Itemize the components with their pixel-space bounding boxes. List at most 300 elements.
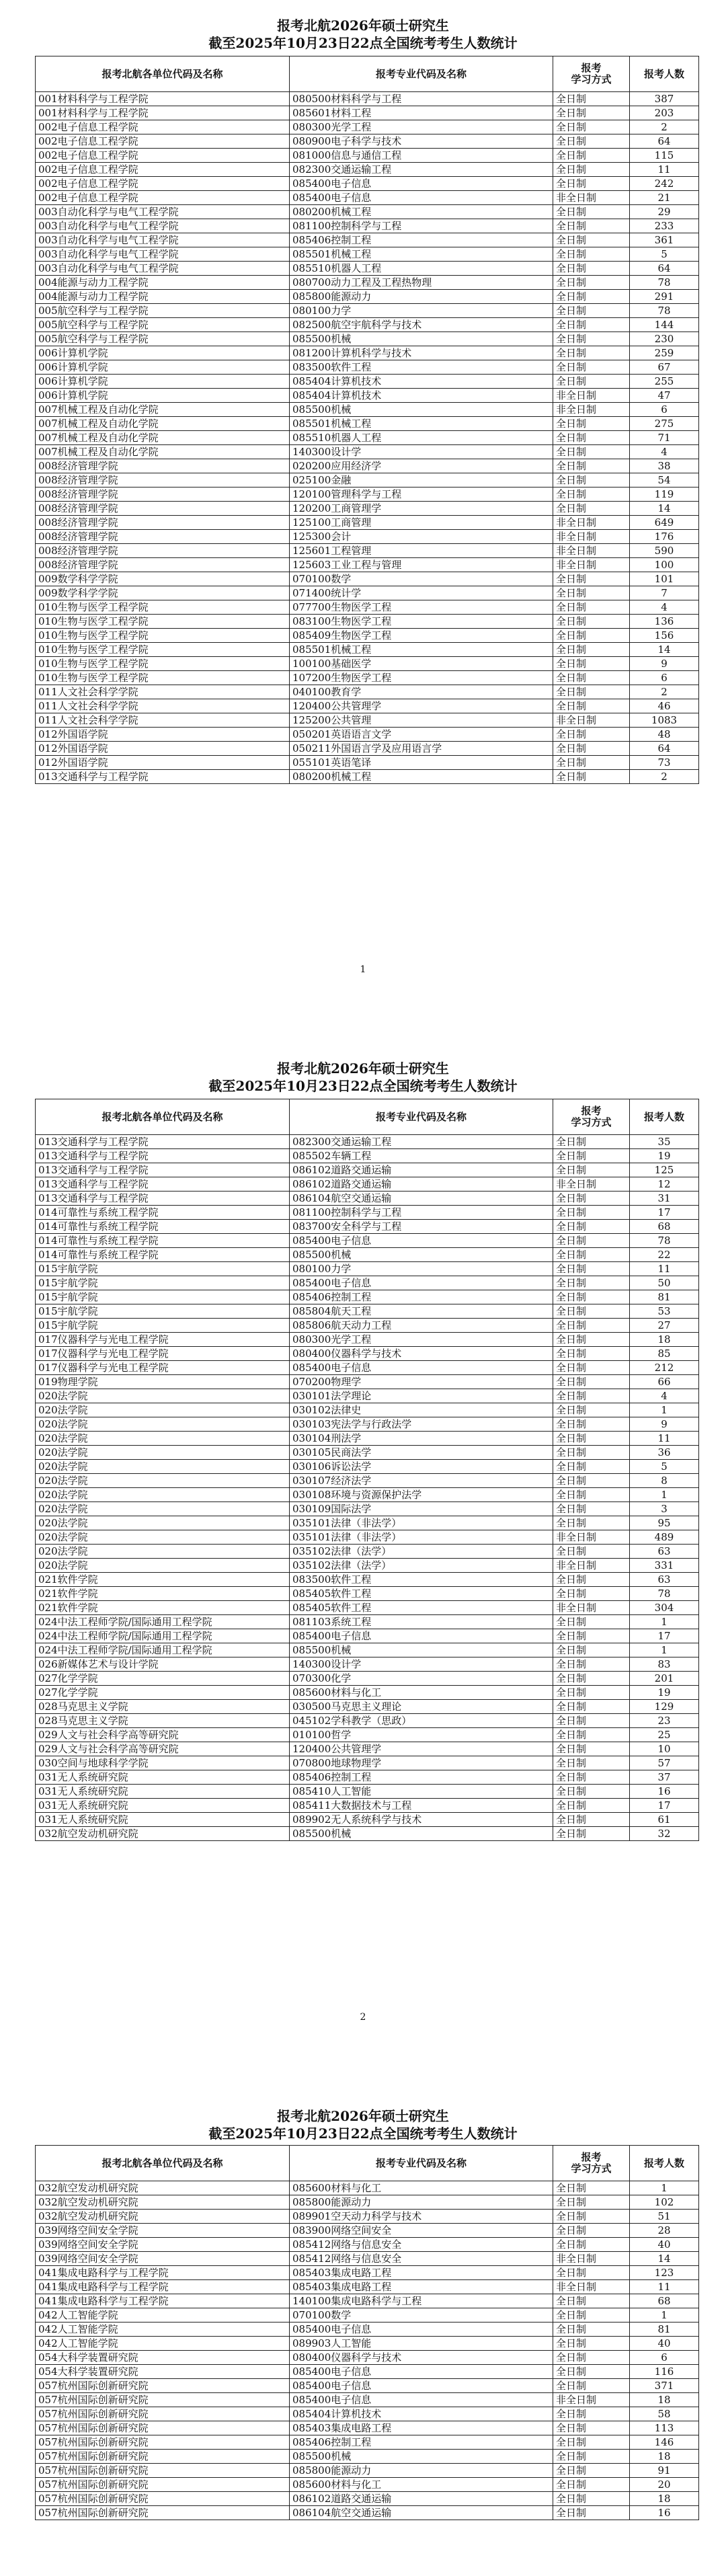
- cell-study-mode: 全日制: [553, 685, 630, 699]
- cell-unit: 020法学院: [36, 1474, 290, 1488]
- cell-count: 78: [630, 1587, 699, 1601]
- table-row: [36, 1756, 699, 1770]
- cell-major: 085405软件工程: [290, 1601, 553, 1615]
- table-row: [36, 671, 699, 685]
- table-row: [36, 1742, 699, 1756]
- cell-study-mode: 非全日制: [553, 516, 630, 530]
- table-row: [36, 1530, 699, 1545]
- cell-unit: 012外国语学院: [36, 756, 290, 770]
- cell-study-mode: 非全日制: [553, 2393, 630, 2407]
- header-major: 报考专业代码及名称: [290, 2146, 553, 2181]
- cell-major: 083700安全科学与工程: [290, 1220, 553, 1234]
- cell-unit: 014可靠性与系统工程学院: [36, 1234, 290, 1248]
- cell-major: 085400电子信息: [290, 1234, 553, 1248]
- cell-major: 080200机械工程: [290, 770, 553, 784]
- table-row: [36, 1799, 699, 1813]
- header-count: 报考人数: [630, 2146, 699, 2181]
- cell-study-mode: 全日制: [553, 1516, 630, 1530]
- cell-study-mode: 全日制: [553, 2224, 630, 2238]
- cell-count: 18: [630, 2450, 699, 2464]
- cell-study-mode: 全日制: [553, 1375, 630, 1389]
- cell-unit: 030空间与地球科学学院: [36, 1756, 290, 1770]
- cell-study-mode: 全日制: [553, 1629, 630, 1643]
- cell-study-mode: 全日制: [553, 1304, 630, 1319]
- cell-count: 331: [630, 1559, 699, 1573]
- cell-count: 63: [630, 1573, 699, 1587]
- cell-major: 045102学科教学（思政）: [290, 1714, 553, 1728]
- cell-unit: 020法学院: [36, 1516, 290, 1530]
- table-row: [36, 417, 699, 431]
- cell-study-mode: 全日制: [553, 304, 630, 318]
- cell-unit: 009数学科学学院: [36, 572, 290, 586]
- cell-major: 085403集成电路工程: [290, 2280, 553, 2294]
- cell-unit: 014可靠性与系统工程学院: [36, 1248, 290, 1262]
- cell-major: 120400公共管理学: [290, 1742, 553, 1756]
- cell-unit: 026新媒体艺术与设计学院: [36, 1657, 290, 1672]
- cell-major: 085412网络与信息安全: [290, 2252, 553, 2266]
- cell-study-mode: 全日制: [553, 2351, 630, 2365]
- table-row: [36, 290, 699, 304]
- cell-major: 125603工业工程与管理: [290, 558, 553, 572]
- cell-study-mode: 全日制: [553, 163, 630, 177]
- cell-count: 119: [630, 487, 699, 502]
- cell-study-mode: 非全日制: [553, 530, 630, 544]
- table-row: [36, 643, 699, 657]
- cell-unit: 029人文与社会科学高等研究院: [36, 1742, 290, 1756]
- cell-count: 63: [630, 1545, 699, 1559]
- header-row: [36, 56, 699, 92]
- cell-unit: 015宇航学院: [36, 1262, 290, 1276]
- cell-count: 64: [630, 134, 699, 149]
- cell-study-mode: 非全日制: [553, 558, 630, 572]
- cell-major: 085600材料与化工: [290, 1686, 553, 1700]
- cell-major: 050201英语语言文学: [290, 728, 553, 742]
- cell-count: 95: [630, 1516, 699, 1530]
- cell-unit: 028马克思主义学院: [36, 1714, 290, 1728]
- cell-count: 649: [630, 516, 699, 530]
- cell-major: 083500软件工程: [290, 360, 553, 375]
- table-row: [36, 657, 699, 671]
- page-title: [0, 17, 726, 52]
- cell-major: 085500机械: [290, 332, 553, 346]
- cell-unit: 010生物与医学工程学院: [36, 657, 290, 671]
- cell-major: 085501机械工程: [290, 643, 553, 657]
- table-row: [36, 120, 699, 134]
- cell-unit: 014可靠性与系统工程学院: [36, 1220, 290, 1234]
- cell-major: 085406控制工程: [290, 2435, 553, 2450]
- cell-major: 140300设计学: [290, 445, 553, 459]
- table-row: [36, 1206, 699, 1220]
- cell-unit: 005航空科学与工程学院: [36, 332, 290, 346]
- cell-count: 40: [630, 2238, 699, 2252]
- cell-count: 304: [630, 1601, 699, 1615]
- cell-count: 2: [630, 770, 699, 784]
- cell-major: 085502车辆工程: [290, 1149, 553, 1163]
- cell-count: 58: [630, 2407, 699, 2421]
- cell-unit: 013交通科学与工程学院: [36, 770, 290, 784]
- header-study-mode: [553, 56, 630, 92]
- cell-major: 125601工程管理: [290, 544, 553, 558]
- table-row: [36, 1262, 699, 1276]
- cell-study-mode: 全日制: [553, 1799, 630, 1813]
- cell-count: 66: [630, 1375, 699, 1389]
- table-row: [36, 473, 699, 487]
- cell-unit: 002电子信息工程学院: [36, 149, 290, 163]
- cell-study-mode: 全日制: [553, 502, 630, 516]
- cell-study-mode: 全日制: [553, 586, 630, 600]
- cell-major: 120100管理科学与工程: [290, 487, 553, 502]
- cell-major: 083100生物医学工程: [290, 615, 553, 629]
- cell-major: 085412网络与信息安全: [290, 2238, 553, 2252]
- cell-count: 212: [630, 1361, 699, 1375]
- cell-count: 291: [630, 290, 699, 304]
- cell-study-mode: 全日制: [553, 276, 630, 290]
- table-row: [36, 2478, 699, 2492]
- cell-unit: 006计算机学院: [36, 375, 290, 389]
- cell-unit: 013交通科学与工程学院: [36, 1163, 290, 1177]
- cell-unit: 057杭州国际创新研究院: [36, 2407, 290, 2421]
- cell-unit: 015宇航学院: [36, 1290, 290, 1304]
- cell-study-mode: 全日制: [553, 1432, 630, 1446]
- cell-study-mode: 全日制: [553, 205, 630, 219]
- cell-unit: 005航空科学与工程学院: [36, 304, 290, 318]
- cell-unit: 027化学学院: [36, 1686, 290, 1700]
- table-row: [36, 1460, 699, 1474]
- cell-major: 085406控制工程: [290, 1770, 553, 1785]
- table-row: [36, 699, 699, 713]
- page-title: [0, 1060, 726, 1095]
- cell-count: 146: [630, 2435, 699, 2450]
- cell-major: 010100哲学: [290, 1728, 553, 1742]
- cell-unit: 017仪器科学与光电工程学院: [36, 1347, 290, 1361]
- table-row: [36, 2323, 699, 2337]
- cell-study-mode: 非全日制: [553, 1530, 630, 1545]
- cell-study-mode: 全日制: [553, 1290, 630, 1304]
- cell-count: 23: [630, 1714, 699, 1728]
- cell-study-mode: 全日制: [553, 417, 630, 431]
- cell-count: 17: [630, 1629, 699, 1643]
- cell-count: 1083: [630, 713, 699, 728]
- header-major: 报考专业代码及名称: [290, 1099, 553, 1135]
- cell-count: 6: [630, 2351, 699, 2365]
- cell-unit: 009数学科学学院: [36, 586, 290, 600]
- table-row: [36, 431, 699, 445]
- cell-study-mode: 全日制: [553, 1460, 630, 1474]
- header-study-mode-line1: 报考: [581, 2151, 602, 2163]
- cell-study-mode: 全日制: [553, 2210, 630, 2224]
- cell-unit: 029人文与社会科学高等研究院: [36, 1728, 290, 1742]
- title-line-1: 报考北航2026年硕士研究生: [277, 2108, 449, 2124]
- cell-unit: 017仪器科学与光电工程学院: [36, 1333, 290, 1347]
- cell-major: 055101英语笔译: [290, 756, 553, 770]
- cell-study-mode: 全日制: [553, 2337, 630, 2351]
- cell-unit: 013交通科学与工程学院: [36, 1135, 290, 1149]
- cell-unit: 013交通科学与工程学院: [36, 1192, 290, 1206]
- cell-unit: 024中法工程师学院/国际通用工程学院: [36, 1629, 290, 1643]
- cell-unit: 007机械工程及自动化学院: [36, 417, 290, 431]
- cell-unit: 001材料科学与工程学院: [36, 106, 290, 120]
- cell-count: 27: [630, 1319, 699, 1333]
- table-row: [36, 1347, 699, 1361]
- cell-major: 070100数学: [290, 2308, 553, 2323]
- cell-study-mode: 全日制: [553, 572, 630, 586]
- table-row: [36, 375, 699, 389]
- cell-study-mode: 全日制: [553, 600, 630, 615]
- table-row: [36, 1629, 699, 1643]
- cell-count: 11: [630, 1262, 699, 1276]
- header-study-mode-line2: 学习方式: [571, 1116, 612, 1128]
- cell-major: 085500机械: [290, 1643, 553, 1657]
- table-row: [36, 360, 699, 375]
- cell-count: 29: [630, 205, 699, 219]
- cell-count: 1: [630, 1643, 699, 1657]
- table-row: [36, 1163, 699, 1177]
- cell-unit: 011人文社会科学学院: [36, 713, 290, 728]
- cell-study-mode: 全日制: [553, 2407, 630, 2421]
- cell-count: 11: [630, 163, 699, 177]
- cell-major: 030500马克思主义理论: [290, 1700, 553, 1714]
- table-row: [36, 2464, 699, 2478]
- cell-study-mode: 全日制: [553, 1319, 630, 1333]
- cell-major: 085800能源动力: [290, 2195, 553, 2210]
- cell-unit: 003自动化科学与电气工程学院: [36, 205, 290, 219]
- cell-study-mode: 全日制: [553, 120, 630, 134]
- cell-unit: 003自动化科学与电气工程学院: [36, 262, 290, 276]
- table-row: [36, 2266, 699, 2280]
- cell-count: 67: [630, 360, 699, 375]
- table-row: [36, 2252, 699, 2266]
- cell-count: 2: [630, 685, 699, 699]
- cell-major: 081103系统工程: [290, 1615, 553, 1629]
- cell-study-mode: 全日制: [553, 1220, 630, 1234]
- table-row: [36, 191, 699, 205]
- table-row: [36, 2365, 699, 2379]
- cell-study-mode: 全日制: [553, 459, 630, 473]
- cell-count: 78: [630, 276, 699, 290]
- cell-count: 22: [630, 1248, 699, 1262]
- table-row: [36, 544, 699, 558]
- cell-major: 085400电子信息: [290, 2365, 553, 2379]
- cell-unit: 028马克思主义学院: [36, 1700, 290, 1714]
- header-major: 报考专业代码及名称: [290, 56, 553, 92]
- cell-unit: 012外国语学院: [36, 728, 290, 742]
- page-number: 2: [360, 2012, 366, 2023]
- table-row: [36, 1319, 699, 1333]
- table-row: [36, 1220, 699, 1234]
- cell-count: 6: [630, 403, 699, 417]
- cell-unit: 003自动化科学与电气工程学院: [36, 247, 290, 262]
- cell-study-mode: 全日制: [553, 2323, 630, 2337]
- cell-major: 070300化学: [290, 1672, 553, 1686]
- header-unit: 报考北航各单位代码及名称: [36, 56, 290, 92]
- cell-major: 080400仪器科学与技术: [290, 2351, 553, 2365]
- table-row: [36, 1149, 699, 1163]
- cell-count: 35: [630, 1135, 699, 1149]
- cell-unit: 010生物与医学工程学院: [36, 643, 290, 657]
- cell-unit: 024中法工程师学院/国际通用工程学院: [36, 1643, 290, 1657]
- cell-unit: 021软件学院: [36, 1573, 290, 1587]
- cell-unit: 031无人系统研究院: [36, 1799, 290, 1813]
- cell-study-mode: 全日制: [553, 728, 630, 742]
- cell-study-mode: 非全日制: [553, 713, 630, 728]
- header-count: 报考人数: [630, 1099, 699, 1135]
- cell-major: 100100基础医学: [290, 657, 553, 671]
- cell-count: 81: [630, 2323, 699, 2337]
- cell-count: 7: [630, 586, 699, 600]
- cell-unit: 020法学院: [36, 1446, 290, 1460]
- cell-study-mode: 非全日制: [553, 1177, 630, 1192]
- cell-unit: 032航空发动机研究院: [36, 2195, 290, 2210]
- table-row: [36, 2337, 699, 2351]
- cell-major: 081100控制科学与工程: [290, 1206, 553, 1220]
- table-row: [36, 685, 699, 699]
- title-line-2: 截至2025年10月23日22点全国统考考生人数统计: [208, 2125, 518, 2142]
- cell-unit: 021软件学院: [36, 1601, 290, 1615]
- cell-major: 035102法律（法学）: [290, 1559, 553, 1573]
- cell-count: 4: [630, 445, 699, 459]
- cell-study-mode: 全日制: [553, 2464, 630, 2478]
- table-row: [36, 615, 699, 629]
- cell-count: 5: [630, 1460, 699, 1474]
- cell-unit: 008经济管理学院: [36, 516, 290, 530]
- cell-count: 64: [630, 742, 699, 756]
- cell-major: 085600材料与化工: [290, 2478, 553, 2492]
- table-row: [36, 1516, 699, 1530]
- cell-unit: 042人工智能学院: [36, 2337, 290, 2351]
- cell-unit: 002电子信息工程学院: [36, 120, 290, 134]
- cell-major: 030107经济法学: [290, 1474, 553, 1488]
- table-row: [36, 1700, 699, 1714]
- cell-major: 081100控制科学与工程: [290, 219, 553, 233]
- title-line-2: 截至2025年10月23日22点全国统考考生人数统计: [208, 35, 518, 51]
- cell-unit: 008经济管理学院: [36, 502, 290, 516]
- table-row: [36, 106, 699, 120]
- cell-unit: 006计算机学院: [36, 346, 290, 360]
- cell-study-mode: 全日制: [553, 177, 630, 191]
- table-row: [36, 1657, 699, 1672]
- cell-count: 18: [630, 2393, 699, 2407]
- cell-major: 030102法律史: [290, 1403, 553, 1417]
- cell-count: 14: [630, 502, 699, 516]
- table-row: [36, 205, 699, 219]
- table-row: [36, 2195, 699, 2210]
- cell-study-mode: 全日制: [553, 2421, 630, 2435]
- table-row: [36, 770, 699, 784]
- cell-count: 38: [630, 459, 699, 473]
- cell-count: 11: [630, 1432, 699, 1446]
- cell-major: 085500机械: [290, 403, 553, 417]
- cell-study-mode: 全日制: [553, 1700, 630, 1714]
- table-row: [36, 1234, 699, 1248]
- table-row: [36, 1573, 699, 1587]
- cell-major: 080500材料科学与工程: [290, 92, 553, 106]
- cell-count: 101: [630, 572, 699, 586]
- cell-study-mode: 全日制: [553, 1615, 630, 1629]
- cell-count: 47: [630, 389, 699, 403]
- table-row: [36, 629, 699, 643]
- cell-count: 3: [630, 1502, 699, 1516]
- table-row: [36, 1276, 699, 1290]
- cell-unit: 057杭州国际创新研究院: [36, 2421, 290, 2435]
- cell-major: 085500机械: [290, 1827, 553, 1841]
- table-row: [36, 2294, 699, 2308]
- table-row: [36, 92, 699, 106]
- cell-major: 085400电子信息: [290, 2323, 553, 2337]
- cell-unit: 008经济管理学院: [36, 459, 290, 473]
- cell-study-mode: 全日制: [553, 2195, 630, 2210]
- table-row: [36, 2308, 699, 2323]
- cell-count: 71: [630, 431, 699, 445]
- cell-study-mode: 全日制: [553, 1234, 630, 1248]
- cell-major: 085804航天工程: [290, 1304, 553, 1319]
- cell-unit: 042人工智能学院: [36, 2323, 290, 2337]
- cell-count: 78: [630, 304, 699, 318]
- cell-study-mode: 非全日制: [553, 389, 630, 403]
- cell-study-mode: 非全日制: [553, 403, 630, 417]
- table-row: [36, 502, 699, 516]
- cell-major: 077700生物医学工程: [290, 600, 553, 615]
- cell-major: 070200物理学: [290, 1375, 553, 1389]
- cell-study-mode: 全日制: [553, 1163, 630, 1177]
- cell-major: 089901空天动力科学与技术: [290, 2210, 553, 2224]
- cell-study-mode: 全日制: [553, 629, 630, 643]
- cell-study-mode: 全日制: [553, 92, 630, 106]
- table-row: [36, 2435, 699, 2450]
- cell-unit: 054大科学装置研究院: [36, 2351, 290, 2365]
- cell-major: 080900电子科学与技术: [290, 134, 553, 149]
- cell-unit: 032航空发动机研究院: [36, 2210, 290, 2224]
- cell-unit: 057杭州国际创新研究院: [36, 2506, 290, 2520]
- cell-study-mode: 全日制: [553, 1813, 630, 1827]
- cell-study-mode: 全日制: [553, 1643, 630, 1657]
- cell-count: 387: [630, 92, 699, 106]
- cell-study-mode: 全日制: [553, 1488, 630, 1502]
- cell-count: 9: [630, 657, 699, 671]
- table-row: [36, 2224, 699, 2238]
- cell-unit: 031无人系统研究院: [36, 1770, 290, 1785]
- cell-major: 030105民商法学: [290, 1446, 553, 1460]
- cell-study-mode: 全日制: [553, 1545, 630, 1559]
- cell-count: 489: [630, 1530, 699, 1545]
- cell-count: 91: [630, 2464, 699, 2478]
- cell-unit: 020法学院: [36, 1403, 290, 1417]
- cell-major: 035102法律（法学）: [290, 1545, 553, 1559]
- cell-major: 086102道路交通运输: [290, 1177, 553, 1192]
- cell-study-mode: 全日制: [553, 671, 630, 685]
- cell-major: 020200应用经济学: [290, 459, 553, 473]
- cell-count: 1: [630, 2308, 699, 2323]
- cell-unit: 007机械工程及自动化学院: [36, 403, 290, 417]
- cell-count: 590: [630, 544, 699, 558]
- cell-unit: 004能源与动力工程学院: [36, 290, 290, 304]
- table-row: [36, 586, 699, 600]
- cell-unit: 006计算机学院: [36, 389, 290, 403]
- cell-count: 371: [630, 2379, 699, 2393]
- cell-count: 25: [630, 1728, 699, 1742]
- cell-unit: 002电子信息工程学院: [36, 177, 290, 191]
- cell-major: 085409生物医学工程: [290, 629, 553, 643]
- cell-major: 080100力学: [290, 1262, 553, 1276]
- cell-count: 125: [630, 1163, 699, 1177]
- table-row: [36, 1135, 699, 1149]
- cell-study-mode: 非全日制: [553, 191, 630, 205]
- cell-unit: 020法学院: [36, 1389, 290, 1403]
- cell-study-mode: 全日制: [553, 2308, 630, 2323]
- cell-count: 20: [630, 2478, 699, 2492]
- cell-count: 48: [630, 728, 699, 742]
- cell-unit: 057杭州国际创新研究院: [36, 2464, 290, 2478]
- cell-major: 085500机械: [290, 2450, 553, 2464]
